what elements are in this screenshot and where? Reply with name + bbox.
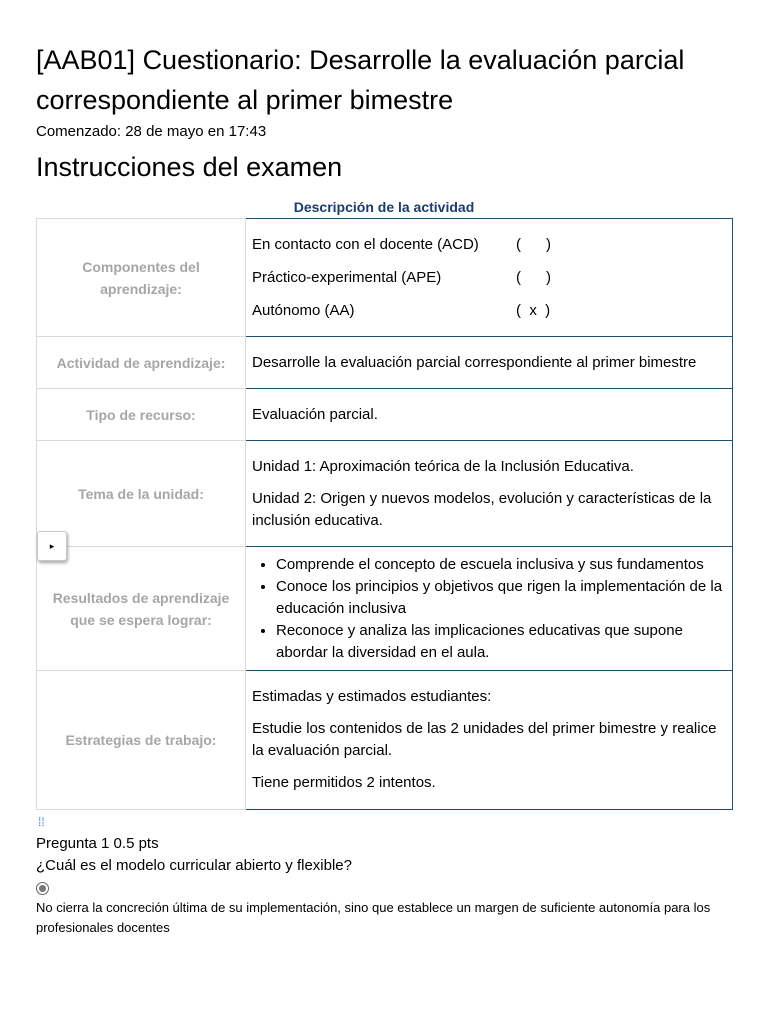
resource-type-value: Evaluación parcial. (246, 389, 733, 441)
table-row-learning-outcomes (37, 547, 733, 671)
started-timestamp: Comenzado: 28 de mayo en 17:43 (36, 123, 267, 140)
component-item (252, 267, 726, 289)
unit-topic-paragraph: Unidad 1: Aproximación teórica de la Inclusión Educativa. (252, 457, 634, 475)
table-row-unit-topic (37, 441, 733, 547)
play-icon: ▸ (49, 540, 55, 551)
work-strategies-cell (246, 671, 733, 810)
row-label-learning-outcomes: Resultados de aprendizaje que se espera lograr: (37, 547, 246, 671)
row-label-resource-type: Tipo de recurso: (37, 389, 246, 441)
row-label-unit-topic: Tema de la unidad: (37, 441, 246, 547)
unit-topic-paragraph: Unidad 2: Origen y nuevos modelos, evolución y características de la inclusión educativa. (252, 489, 712, 529)
activity-value: Desarrolle la evaluación parcial correspondiente al primer bimestre (246, 337, 733, 389)
strategy-paragraph: Tiene permitidos 2 intentos. (252, 774, 436, 791)
page-title: [AAB01] Cuestionario: Desarrolle la evaluación parcial correspondiente al primer bimestre (36, 45, 685, 115)
table-row-components (37, 219, 733, 337)
components-cell (246, 219, 733, 337)
radio-selected-dot (39, 885, 46, 892)
learning-outcomes-list (252, 554, 726, 664)
list-item: • Reconoce y analiza las implicaciones educativas que supone abordar la diversidad en el aula. (276, 620, 726, 664)
component-item (252, 300, 726, 322)
row-label-work-strategies: Estrategias de trabajo: (37, 671, 246, 810)
question-header: Pregunta 1 0.5 pts (36, 835, 159, 852)
component-mark: ( ) (516, 268, 551, 286)
strategy-paragraph: Estudie los contenidos de las 2 unidades del primer bimestre y realice la evaluación parcial. (252, 720, 717, 759)
unit-topic-cell (246, 441, 733, 547)
question-text: ¿Cuál es el modelo curricular abierto y flexible? (36, 857, 352, 874)
strategy-paragraph: Estimadas y estimados estudiantes: (252, 688, 492, 705)
instructions-heading: Instrucciones del examen (36, 152, 343, 182)
answer-radio[interactable] (36, 882, 49, 895)
component-name: En contacto con el docente (ACD) (252, 235, 479, 253)
play-button[interactable] (37, 531, 67, 561)
row-label-components: Componentes del aprendizaje: (37, 219, 246, 337)
row-label-activity: Actividad de aprendizaje: (37, 337, 246, 389)
component-name: Práctico-experimental (APE) (252, 268, 442, 286)
table-row-resource-type (37, 389, 733, 441)
learning-outcomes-cell (246, 547, 733, 671)
list-item: • Comprende el concepto de escuela inclusiva y sus fundamentos (276, 554, 726, 576)
component-name: Autónomo (AA) (252, 301, 355, 319)
component-mark: ( ) (516, 235, 551, 253)
table-row-work-strategies (37, 671, 733, 810)
table-caption: Descripción de la actividad (293, 199, 475, 215)
component-item (252, 234, 726, 256)
component-mark: ( x ) (516, 301, 551, 319)
drag-handle-icon[interactable]: ⁞⁞ (38, 815, 45, 829)
activity-description-table (36, 218, 733, 810)
list-item: • Conoce los principios y objetivos que rigen la implementación de la educación inclusiva (276, 576, 726, 620)
answer-text: No cierra la concreción última de su implementación, sino que establece un margen de suficiente autonomía para los profesionales docentes (36, 900, 711, 935)
table-row-activity (37, 337, 733, 389)
